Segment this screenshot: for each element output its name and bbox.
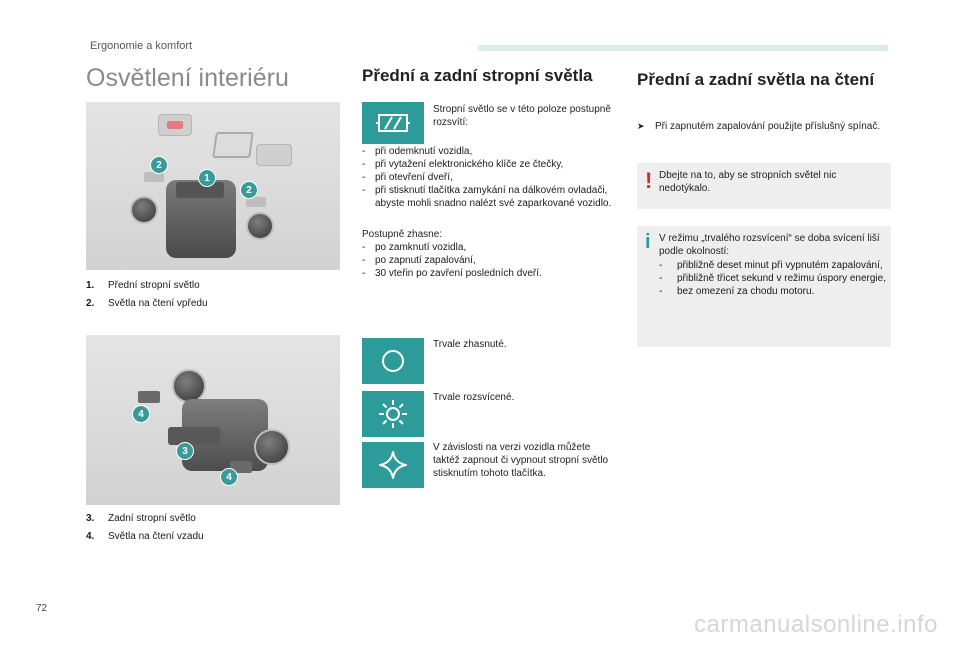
front-console-photo bbox=[86, 102, 340, 270]
legend-item bbox=[86, 528, 204, 546]
door-mode-icon bbox=[376, 112, 410, 134]
page-number: 72 bbox=[36, 603, 48, 614]
info-icon: i bbox=[645, 231, 651, 253]
on-conditions-list bbox=[362, 145, 617, 210]
light-on-icon bbox=[378, 399, 408, 429]
legend-number: 3. bbox=[86, 513, 95, 524]
list-item: - při otevření dveří, bbox=[362, 171, 617, 184]
list-item: - při stisknutí tlačítka zamykání na dálkovém ovladači, abyste mohli snadno nalézt své zaparkované vozidlo. bbox=[362, 184, 617, 210]
touch-mode-text: V závislosti na verzi vozidla můžete taktéž zapnout či vypnout stropní světlo stisknutím tohoto tlačítka. bbox=[433, 442, 609, 479]
callout-4-top: 4 bbox=[132, 405, 150, 423]
legend-number: 1. bbox=[86, 280, 95, 291]
touch-mode-icon-box bbox=[362, 442, 424, 488]
off-conditions-list bbox=[362, 241, 617, 280]
off-heading: Postupně zhasne: bbox=[362, 229, 443, 240]
arrow-bullet-icon: ➤ bbox=[637, 121, 645, 131]
assist-button bbox=[256, 144, 292, 166]
section-title-reading-lights: Přední a zadní světla na čtení bbox=[637, 70, 875, 89]
legend-item bbox=[86, 277, 208, 295]
list-item: - po zamknutí vozidla, bbox=[362, 241, 617, 254]
callout-4-bottom: 4 bbox=[220, 468, 238, 486]
list-item: - po zapnutí zapalování, bbox=[362, 254, 617, 267]
rear-legend bbox=[86, 510, 204, 546]
legend-item bbox=[86, 510, 204, 528]
mode-on-text: Trvale rozsvícené. bbox=[433, 392, 515, 403]
front-reading-light-left[interactable] bbox=[130, 196, 158, 224]
list-item: - přibližně třicet sekund v režimu úspory energie, bbox=[659, 272, 887, 285]
circle-off-icon bbox=[380, 348, 406, 374]
rear-console-photo bbox=[86, 335, 340, 505]
warning-exclamation-icon: ! bbox=[645, 168, 653, 193]
front-legend bbox=[86, 277, 208, 313]
rear-dome-light-top bbox=[172, 369, 206, 403]
list-item: - bez omezení za chodu motoru. bbox=[659, 285, 887, 298]
info-box bbox=[637, 226, 891, 347]
info-intro: V režimu „trvalého rozsvícení“ se doba svícení liší podle okolností: bbox=[659, 233, 880, 257]
rear-left-switch bbox=[138, 391, 160, 403]
callout-1: 1 bbox=[198, 169, 216, 187]
instruction-text: Při zapnutém zapalování použijte příslušný spínač. bbox=[655, 121, 881, 132]
mode-off-icon-box bbox=[362, 338, 424, 384]
mode-on-icon-box bbox=[362, 391, 424, 437]
info-list bbox=[659, 259, 887, 298]
section-title-ceiling-lights: Přední a zadní stropní světla bbox=[362, 66, 593, 85]
callout-3: 3 bbox=[176, 442, 194, 460]
legend-item bbox=[86, 295, 208, 313]
warning-box bbox=[637, 163, 891, 209]
sos-cover bbox=[212, 132, 254, 158]
legend-text: Světla na čtení vpředu bbox=[108, 298, 208, 309]
callout-2-right: 2 bbox=[240, 181, 258, 199]
list-item: - 30 vteřin po zavření posledních dveří. bbox=[362, 267, 617, 280]
rear-reading-light[interactable] bbox=[254, 429, 290, 465]
list-item: - při vytažení elektronického klíče ze čtečky, bbox=[362, 158, 617, 171]
warning-text: Dbejte na to, aby se stropních světel nic nedotýkalo. bbox=[659, 170, 837, 194]
legend-text: Zadní stropní světlo bbox=[108, 513, 196, 524]
callout-2-left: 2 bbox=[150, 156, 168, 174]
front-reading-light-right[interactable] bbox=[246, 212, 274, 240]
legend-text: Přední stropní světlo bbox=[108, 280, 200, 291]
door-mode-intro: Stropní světlo se v této poloze postupně rozsvítí: bbox=[433, 104, 611, 128]
legend-number: 2. bbox=[86, 298, 95, 309]
rear-switch-strip bbox=[168, 427, 220, 445]
header-bar bbox=[478, 45, 888, 51]
legend-number: 4. bbox=[86, 531, 95, 542]
mode-off-text: Trvale zhasnuté. bbox=[433, 339, 507, 350]
watermark: carmanualsonline.info bbox=[694, 611, 938, 638]
list-item: - při odemknutí vozidla, bbox=[362, 145, 617, 158]
instruction-row bbox=[637, 120, 887, 133]
warning-indicator bbox=[158, 114, 192, 136]
touch-star-icon bbox=[378, 450, 408, 480]
list-item: - přibližně deset minut při vypnutém zapalování, bbox=[659, 259, 887, 272]
door-mode-icon-box bbox=[362, 102, 424, 144]
legend-text: Světla na čtení vzadu bbox=[108, 531, 204, 542]
section-header: Ergonomie a komfort bbox=[90, 40, 193, 52]
page-title: Osvětlení interiéru bbox=[86, 64, 289, 92]
